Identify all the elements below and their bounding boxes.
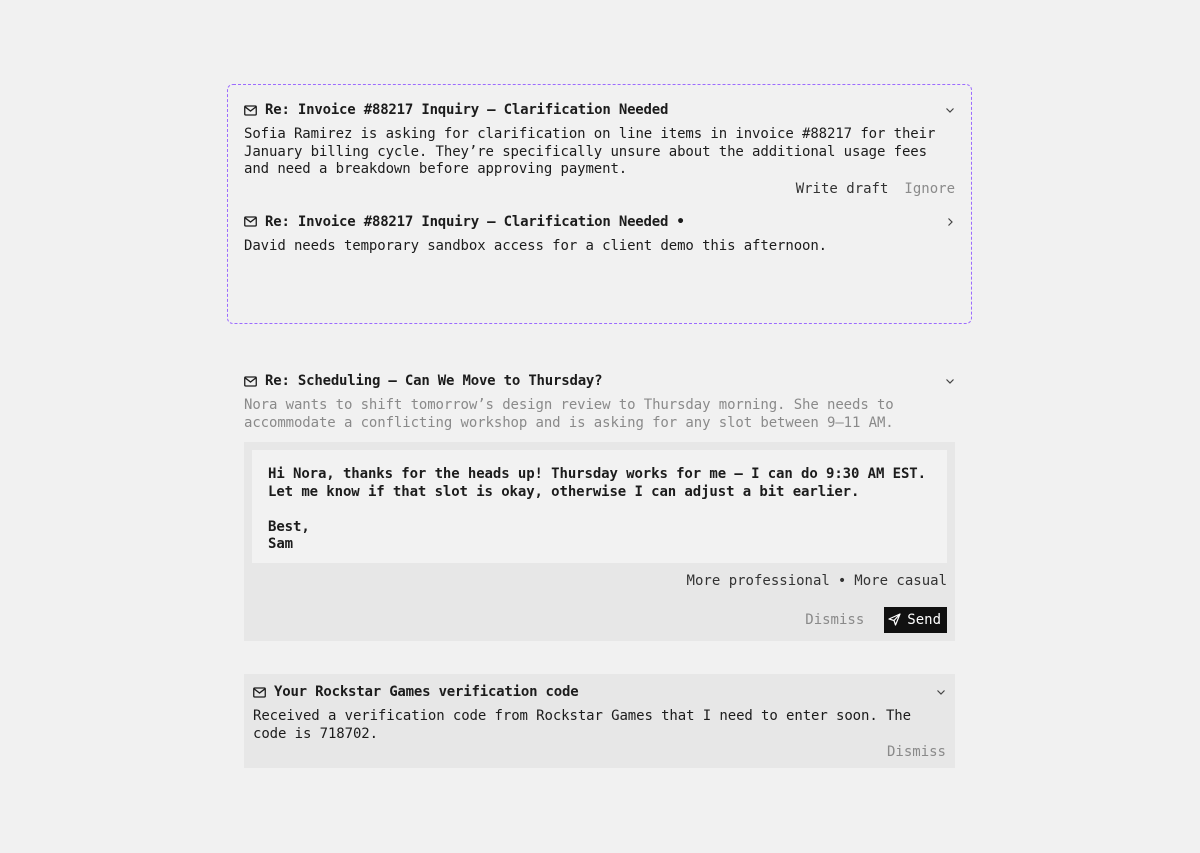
send-icon (888, 613, 901, 626)
mail-icon (253, 686, 266, 699)
email-subject: Re: Scheduling — Can We Move to Thursday? (265, 373, 603, 389)
email-summary: Received a verification code from Rockstar Games that I need to enter soon. The code is 718702. (253, 708, 911, 742)
mail-icon (244, 375, 257, 388)
dismiss-button[interactable]: Dismiss (805, 611, 865, 628)
reply-draft-textarea[interactable]: Hi Nora, thanks for the heads up! Thursday works for me — I can do 9:30 AM EST. Let me know if that slot is okay, otherwise I can adjust a bit earlier. Best, Sam (252, 450, 947, 563)
more-professional-button[interactable]: More professional (686, 572, 830, 589)
email-subject: Re: Invoice #88217 Inquiry — Clarification Needed (265, 102, 669, 118)
more-casual-button[interactable]: More casual (854, 572, 947, 589)
write-draft-button[interactable]: Write draft (795, 180, 889, 197)
chevron-down-icon[interactable] (945, 376, 955, 386)
reply-actions (252, 607, 947, 633)
email-summary: David needs temporary sandbox access for a client demo this afternoon. (244, 237, 828, 254)
email-item-sandbox[interactable] (244, 213, 955, 256)
email-group-selected (227, 84, 972, 324)
chevron-right-icon[interactable] (945, 217, 955, 227)
email-header (244, 372, 955, 390)
tone-separator: • (837, 572, 847, 589)
email-item-verification[interactable] (244, 674, 955, 768)
email-item-scheduling (244, 372, 955, 641)
email-header (244, 213, 955, 231)
email-actions (253, 744, 946, 760)
email-actions (244, 181, 955, 197)
email-summary: Sofia Ramirez is asking for clarification on line items in invoice #88217 for their January billing cycle. They’re specifically unsure about the additional usage fees and need a breakdown before approving payment. (244, 126, 936, 177)
send-label: Send (907, 611, 941, 628)
reply-panel (244, 442, 955, 641)
tone-options (252, 573, 947, 589)
mail-icon (244, 104, 257, 117)
email-item-invoice[interactable] (244, 101, 955, 197)
ignore-button[interactable]: Ignore (904, 180, 955, 197)
dismiss-button[interactable]: Dismiss (886, 744, 946, 760)
email-summary: Nora wants to shift tomorrow’s design review to Thursday morning. She needs to accommodate a conflicting workshop and is asking for any slot between 9–11 AM. (244, 397, 894, 431)
chevron-down-icon[interactable] (945, 105, 955, 115)
mail-icon (244, 215, 257, 228)
email-subject: Re: Invoice #88217 Inquiry — Clarification Needed • (265, 213, 685, 230)
email-subject: Your Rockstar Games verification code (274, 684, 579, 700)
chevron-down-icon[interactable] (936, 687, 946, 697)
email-header (244, 101, 955, 119)
send-button[interactable] (884, 607, 947, 633)
email-header (253, 683, 946, 701)
